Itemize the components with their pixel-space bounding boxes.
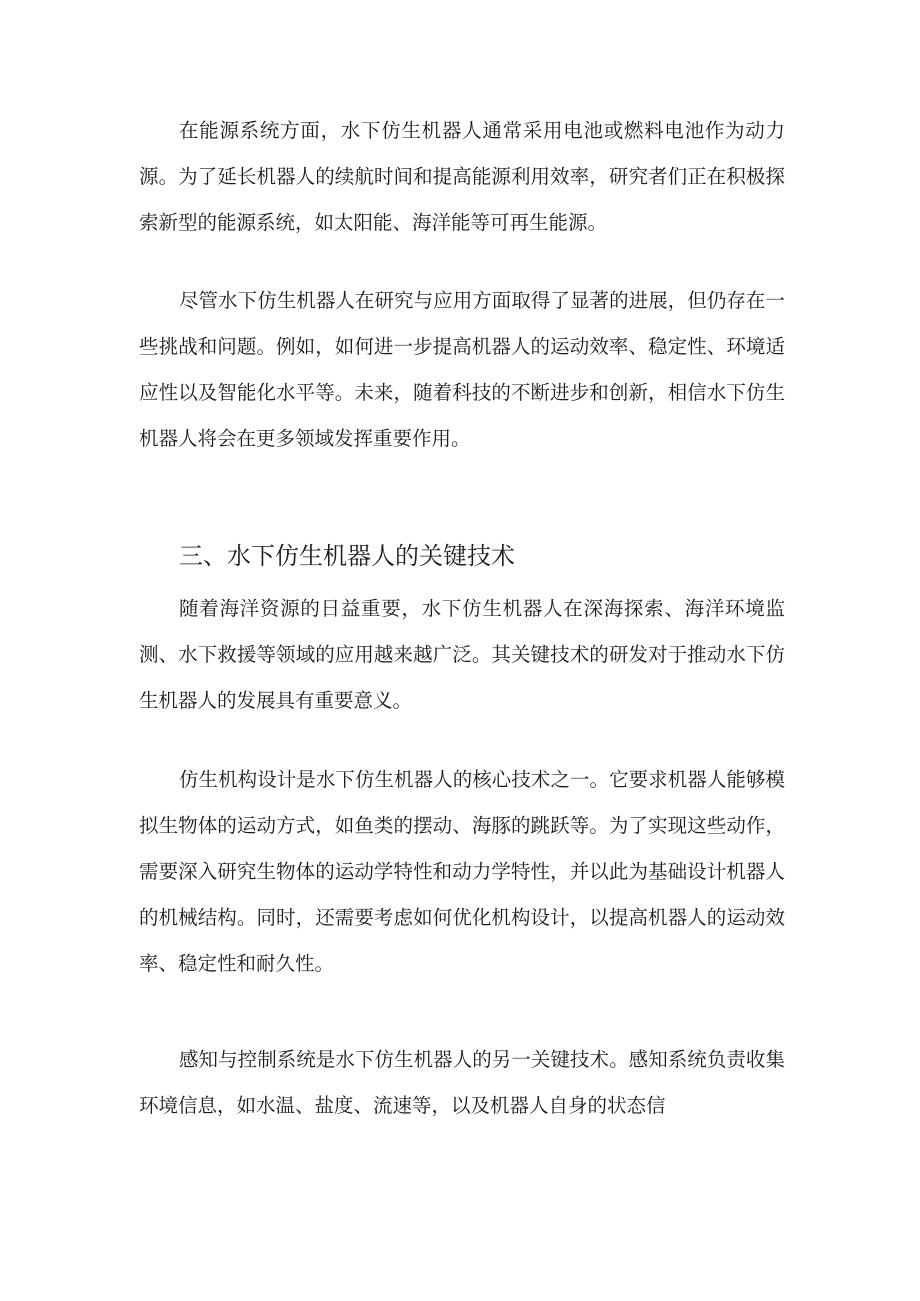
paragraph-perception-control: 感知与控制系统是水下仿生机器人的另一关键技术。感知系统负责收集环境信息，如水温、盐度、流速等，以及机器人自身的状态信 (139, 1048, 785, 1117)
section-heading: 三、水下仿生机器人的关键技术 (179, 542, 515, 570)
paragraph-bionic-mechanism: 仿生机构设计是水下仿生机器人的核心技术之一。它要求机器人能够模拟生物体的运动方式，如鱼类的摆动、海豚的跳跃等。为了实现这些动作，需要深入研究生物体的运动学特性和动力学特性，并以此为基础设计机器人的机械结构。同时，还需要考虑如何优化机构设计，以提高机器人的运动效率、稳定性和耐久性。 (139, 768, 785, 975)
paragraph-intro: 随着海洋资源的日益重要，水下仿生机器人在深海探索、海洋环境监测、水下救援等领域的应用越来越广泛。其关键技术的研发对于推动水下仿生机器人的发展具有重要意义。 (139, 597, 785, 712)
paragraph-energy-system: 在能源系统方面，水下仿生机器人通常采用电池或燃料电池作为动力源。为了延长机器人的续航时间和提高能源利用效率，研究者们正在积极探索新型的能源系统，如太阳能、海洋能等可再生能源。 (139, 119, 785, 234)
paragraph-challenges: 尽管水下仿生机器人在研究与应用方面取得了显著的进展，但仍存在一些挑战和问题。例如，如何进一步提高机器人的运动效率、稳定性、环境适应性以及智能化水平等。未来，随着科技的不断进步和创新，相信水下仿生机器人将会在更多领域发挥重要作用。 (139, 289, 785, 450)
